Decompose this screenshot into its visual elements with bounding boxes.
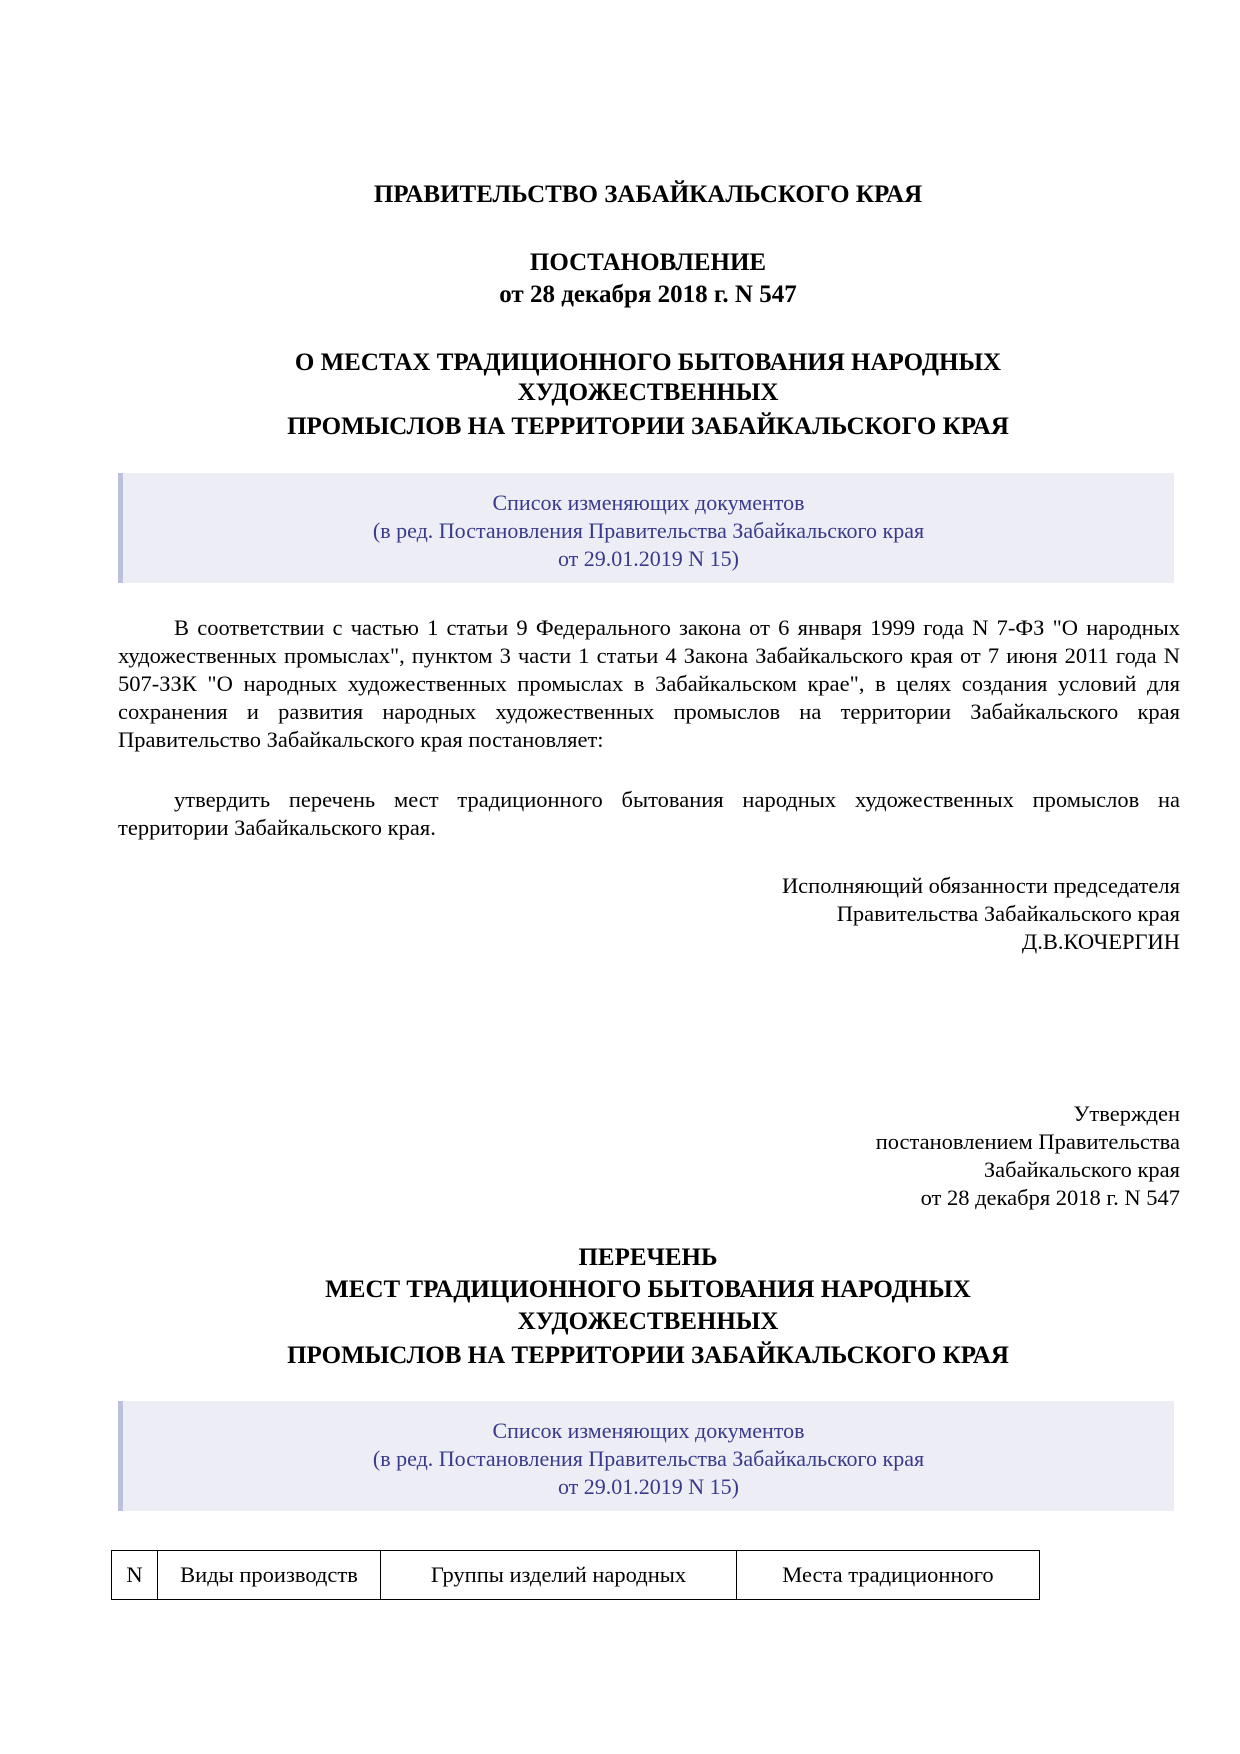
changes-box-line: (в ред. Постановления Правительства Забайкальского края <box>372 518 925 543</box>
approval-basis: постановлением Правительства <box>875 1129 1180 1154</box>
approval-region: Забайкальского края <box>983 1157 1180 1182</box>
changes-box-line: от 29.01.2019 N 15) <box>557 546 740 571</box>
places-table <box>111 1550 1040 1600</box>
document-date-number: от 28 декабря 2018 г. N 547 <box>499 281 797 308</box>
document-title-line-2: ХУДОЖЕСТВЕННЫХ <box>517 379 779 406</box>
list-title-line-3: ХУДОЖЕСТВЕННЫХ <box>517 1308 779 1335</box>
changes-box <box>118 473 1174 583</box>
document-title-line-1: О МЕСТАХ ТРАДИЦИОННОГО БЫТОВАНИЯ НАРОДНЫХ <box>294 349 1002 376</box>
approval-block <box>876 1100 1180 1212</box>
document-title-line-3: ПРОМЫСЛОВ НА ТЕРРИТОРИИ ЗАБАЙКАЛЬСКОГО КРАЯ <box>287 413 1009 440</box>
table-header-cell: Виды производств <box>158 1551 381 1600</box>
approval-status: Утвержден <box>1073 1101 1180 1126</box>
preamble-paragraph: В соответствии с частью 1 статьи 9 Федерального закона от 6 января 1999 года N 7-ФЗ "О народных художественных промыслах", пунктом 3 части 1 статьи 4 Закона Забайкальского края от 7 июня 2011 года N 507-ЗЗК "О народных художественных промыслах в Забайкальском крае", в целях создания условий для сохранения и развития народных художественных промыслов на территории Забайкальского края Правительство Забайкальского края постановляет: <box>118 615 1180 752</box>
signature-block <box>782 872 1180 956</box>
list-title-line-2: МЕСТ ТРАДИЦИОННОГО БЫТОВАНИЯ НАРОДНЫХ <box>325 1276 971 1303</box>
government-name: ПРАВИТЕЛЬСТВО ЗАБАЙКАЛЬСКОГО КРАЯ <box>373 181 923 208</box>
signature-organization: Правительства Забайкальского края <box>836 901 1180 926</box>
changes-box-line: (в ред. Постановления Правительства Забайкальского края <box>372 1446 925 1471</box>
table-header-cell: Места традиционного <box>737 1551 1040 1600</box>
list-title-line-4: ПРОМЫСЛОВ НА ТЕРРИТОРИИ ЗАБАЙКАЛЬСКОГО КРАЯ <box>287 1342 1009 1369</box>
list-title-line-1: ПЕРЕЧЕНЬ <box>578 1244 718 1271</box>
resolution-paragraph: утвердить перечень мест традиционного бытования народных художественных промыслов на территории Забайкальского края. <box>118 787 1180 840</box>
changes-box-line: от 29.01.2019 N 15) <box>557 1474 740 1499</box>
approval-date: от 28 декабря 2018 г. N 547 <box>920 1185 1180 1210</box>
table-header-cell: N <box>112 1551 158 1600</box>
document-type: ПОСТАНОВЛЕНИЕ <box>529 249 767 276</box>
changes-box <box>118 1401 1174 1511</box>
table-header-cell: Группы изделий народных <box>381 1551 737 1600</box>
changes-box-title: Список изменяющих документов <box>492 1418 805 1443</box>
signature-name: Д.В.КОЧЕРГИН <box>1021 929 1180 954</box>
changes-box-title: Список изменяющих документов <box>492 490 805 515</box>
signature-position: Исполняющий обязанности председателя <box>781 873 1180 898</box>
table-header-row <box>112 1551 1040 1600</box>
